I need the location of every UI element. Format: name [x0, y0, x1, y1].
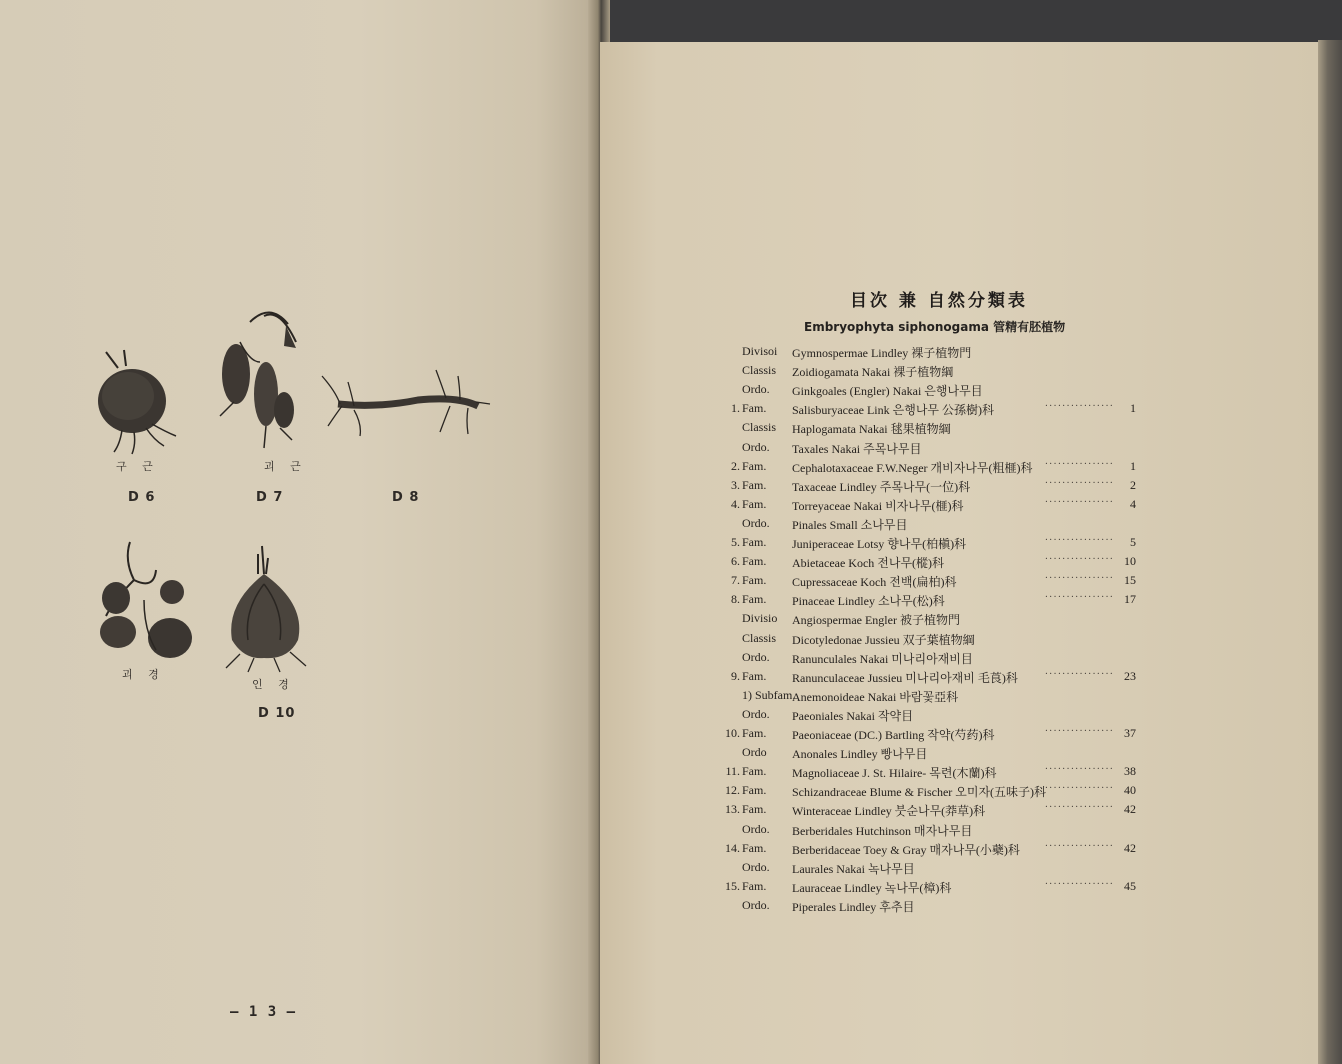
toc-row-page: 23: [1124, 668, 1136, 683]
toc-row-number: 15.: [725, 878, 740, 893]
toc-row-page: 1: [1130, 401, 1136, 416]
toc-row: [716, 879, 1136, 897]
toc-row-name: Cupressaceae Koch 전백(扁柏)科: [792, 575, 957, 590]
figure-d7-label: D 7: [256, 490, 284, 505]
toc-row: [716, 344, 1136, 362]
toc-row-number: 14.: [725, 840, 740, 855]
toc-row-rank: Classis: [742, 420, 777, 435]
page-number: — 1 3 —: [230, 1004, 297, 1020]
toc-row-name: Gymnospermae Lindley 裸子植物門: [792, 346, 972, 360]
toc-row-name: Abietaceae Koch 전나무(樅)科: [792, 556, 945, 571]
toc-row-name: Winteraceae Lindley 붓순나무(莽草)科: [792, 804, 986, 819]
toc-row-page: 5: [1130, 535, 1136, 549]
toc-row-name: Salisburyaceae Link 은행나무 公孫樹)科: [792, 403, 994, 418]
toc-row-rank: Fam.: [742, 496, 767, 511]
toc-row-rank: Fam.: [742, 458, 767, 473]
toc-row: [716, 726, 1136, 744]
toc-row-number: 7.: [731, 573, 740, 588]
toc-row-page: 15: [1124, 573, 1136, 588]
toc-row-name: Laurales Nakai 녹나무目: [792, 861, 915, 876]
toc-row-name: Paeoniaceae (DC.) Bartling 작약(芍药)科: [792, 728, 995, 742]
toc-row-rank: Fam.: [742, 401, 767, 416]
figure-d6-bulb-root: [92, 346, 182, 456]
toc-row-leader: ················: [1044, 458, 1114, 470]
toc-row-name: Paeoniales Nakai 작약目: [792, 708, 914, 723]
figure-d8-label: D 8: [392, 490, 420, 505]
toc-row-name: Torreyaceae Nakai 비자나무(榧)科: [792, 498, 964, 513]
toc-row: [716, 554, 1136, 572]
figure-d10-caption: 인 경: [252, 678, 295, 691]
toc-row: [716, 363, 1136, 381]
toc-row: [716, 707, 1136, 725]
toc-row: [716, 669, 1136, 687]
toc-row: [716, 420, 1136, 438]
toc-row-rank: Fam.: [742, 764, 767, 779]
toc-row-rank: Ordo.: [742, 515, 770, 530]
toc-row: [716, 822, 1136, 840]
toc-row-rank: Fam.: [742, 592, 767, 607]
toc-row-rank: Fam.: [742, 668, 767, 683]
toc-row-page: 2: [1130, 477, 1136, 492]
toc-row-rank: Classis: [742, 630, 777, 645]
toc-row-name: Juniperaceae Lotsy 향나무(柏槇)科: [792, 537, 967, 551]
toc-row-leader: ················: [1044, 668, 1114, 680]
toc-row-name: Taxaceae Lindley 주목나무(一位)科: [792, 479, 971, 494]
toc-row-leader: ················: [1044, 764, 1114, 776]
toc-row-page: 37: [1124, 726, 1136, 740]
toc-row-number: 6.: [731, 554, 740, 569]
toc-row-leader: ················: [1044, 878, 1114, 890]
page-edge: [1318, 40, 1342, 1064]
toc-title: 目次 兼 自然分類表: [850, 291, 1028, 311]
toc-row-leader: ················: [1044, 783, 1114, 795]
toc-row: [716, 535, 1136, 553]
toc-row: [716, 898, 1136, 916]
toc-row-name: Berberidaceae Toey & Gray 매자나무(小蘗)科: [792, 842, 1020, 857]
toc-row-leader: ················: [1044, 840, 1114, 852]
left-page: [0, 0, 596, 1064]
toc-row-leader: ················: [1044, 535, 1114, 546]
figure-d9-caption: 괴 경: [122, 668, 165, 681]
toc-row-number: 10.: [725, 726, 740, 740]
toc-row-name: Schizandraceae Blume & Fischer 오미자(五味子)科: [792, 785, 1047, 800]
toc-row-name: Pinales Small 소나무目: [792, 517, 908, 532]
toc-row: [716, 860, 1136, 878]
toc-row-rank: Fam.: [742, 477, 767, 492]
toc-row-number: 13.: [725, 802, 740, 817]
toc-row-page: 1: [1130, 458, 1136, 473]
figure-d10-bulb: [218, 544, 312, 674]
toc-row-leader: ················: [1044, 496, 1114, 508]
toc-row-page: 45: [1124, 878, 1136, 893]
toc-row: [716, 802, 1136, 820]
toc-row: [716, 764, 1136, 782]
toc-row-page: 38: [1124, 764, 1136, 779]
toc-row-number: 9.: [731, 668, 740, 683]
toc-row-rank: Fam.: [742, 573, 767, 588]
toc-row-name: Ranunculales Nakai 미나리아재비目: [792, 651, 973, 666]
toc-row-name: Piperales Lindley 후추目: [792, 899, 915, 914]
toc-row: [716, 516, 1136, 534]
toc-row-name: Taxales Nakai 주목나무目: [792, 441, 922, 456]
toc-row-rank: Ordo.: [742, 439, 770, 454]
toc-row: [716, 440, 1136, 458]
toc-row-number: 2.: [731, 458, 740, 473]
toc-row: [716, 611, 1136, 629]
toc-row-number: 3.: [731, 477, 740, 492]
toc-row-rank: Ordo.: [742, 897, 770, 912]
toc-row-page: 10: [1124, 554, 1136, 569]
figure-d8-rhizome: [318, 362, 493, 446]
toc-row-number: 1.: [731, 401, 740, 416]
toc-row: [716, 382, 1136, 400]
figure-d10-label: D 10: [258, 706, 296, 721]
toc-row-rank: Ordo.: [742, 859, 770, 874]
toc-row: [716, 688, 1136, 706]
toc-row-rank: Divisoi: [742, 344, 778, 358]
toc-row-number: 4.: [731, 496, 740, 511]
figure-d7-tuberous-root: [210, 302, 310, 452]
toc-row-rank: Ordo.: [742, 706, 770, 721]
toc-row-name: Magnoliaceae J. St. Hilaire- 목련(木蘭)科: [792, 766, 997, 781]
toc-row-rank: Fam.: [742, 802, 767, 817]
toc-row-number: 5.: [731, 535, 740, 549]
toc-row-name: Zoidiogamata Nakai 裸子植物綱: [792, 365, 954, 380]
toc-row-rank: Ordo.: [742, 649, 770, 664]
toc-row-leader: ················: [1044, 573, 1114, 585]
toc-row-leader: ················: [1044, 401, 1114, 413]
toc-row-rank: Classis: [742, 363, 777, 378]
toc-row-rank: Fam.: [742, 554, 767, 569]
toc-row-rank: Ordo: [742, 745, 767, 760]
toc-row-leader: ················: [1044, 726, 1114, 737]
figure-d6-label: D 6: [128, 490, 156, 505]
toc-row-number: 8.: [731, 592, 740, 607]
toc-row: [716, 650, 1136, 668]
figure-d7-caption: 괴 근: [264, 460, 307, 473]
toc-row-name: Haplogamata Nakai 毬果植物綱: [792, 422, 951, 437]
toc-row: [716, 573, 1136, 591]
toc-row-rank: Divisio: [742, 611, 778, 626]
toc-row-name: Cephalotaxaceae F.W.Neger 개비자나무(粗榧)科: [792, 460, 1033, 475]
toc-row-number: 12.: [725, 783, 740, 798]
toc-row-leader: ················: [1044, 592, 1114, 604]
figure-d6-caption: 구 근: [116, 460, 159, 473]
figure-d9-tuber: [94, 540, 198, 664]
toc-row-page: 17: [1124, 592, 1136, 607]
toc-row-leader: ················: [1044, 554, 1114, 566]
toc-row-rank: Ordo.: [742, 821, 770, 836]
toc-row: [716, 783, 1136, 801]
toc-row: [716, 592, 1136, 610]
toc-row-name: Ginkgoales (Engler) Nakai 은행나무目: [792, 384, 983, 399]
toc-row: [716, 841, 1136, 859]
toc-row-leader: ················: [1044, 802, 1114, 814]
toc-row-rank: 1) Subfam.: [742, 687, 796, 702]
toc-row-leader: ················: [1044, 477, 1114, 489]
toc-row-rank: Fam.: [742, 535, 767, 549]
toc-row: [716, 631, 1136, 649]
toc-row-name: Berberidales Hutchinson 매자나무目: [792, 823, 973, 838]
toc-row-name: Lauraceae Lindley 녹나무(樟)科: [792, 880, 952, 895]
toc-row-rank: Fam.: [742, 783, 767, 798]
toc-row: [716, 745, 1136, 763]
toc-row-name: Dicotyledonae Jussieu 双子葉植物綱: [792, 632, 975, 647]
toc-row-page: 42: [1124, 840, 1136, 855]
toc-row-name: Ranunculaceae Jussieu 미나리아재비 毛莨)科: [792, 670, 1018, 685]
toc-row-page: 42: [1124, 802, 1136, 817]
toc-row: [716, 401, 1136, 419]
toc-row-page: 4: [1130, 496, 1136, 511]
toc-subtitle: Embryophyta siphonogama 管精有胚植物: [804, 320, 1066, 334]
toc-row-name: Anemonoideae Nakai 바람꽃亞科: [792, 689, 959, 704]
toc-row-name: Pinaceae Lindley 소나무(松)科: [792, 594, 945, 609]
toc-row-number: 11.: [725, 764, 740, 779]
toc-row-name: Anonales Lindley 빵나무目: [792, 747, 928, 762]
toc-row-rank: Ordo.: [742, 382, 770, 397]
toc-row-rank: Fam.: [742, 878, 767, 893]
toc-row: [716, 497, 1136, 515]
toc-row-rank: Fam.: [742, 840, 767, 855]
toc-row-rank: Fam.: [742, 726, 767, 740]
toc-row-page: 40: [1124, 783, 1136, 798]
toc-row: [716, 478, 1136, 496]
toc-row-name: Angiospermae Engler 被子植物門: [792, 613, 960, 628]
toc-row: [716, 459, 1136, 477]
